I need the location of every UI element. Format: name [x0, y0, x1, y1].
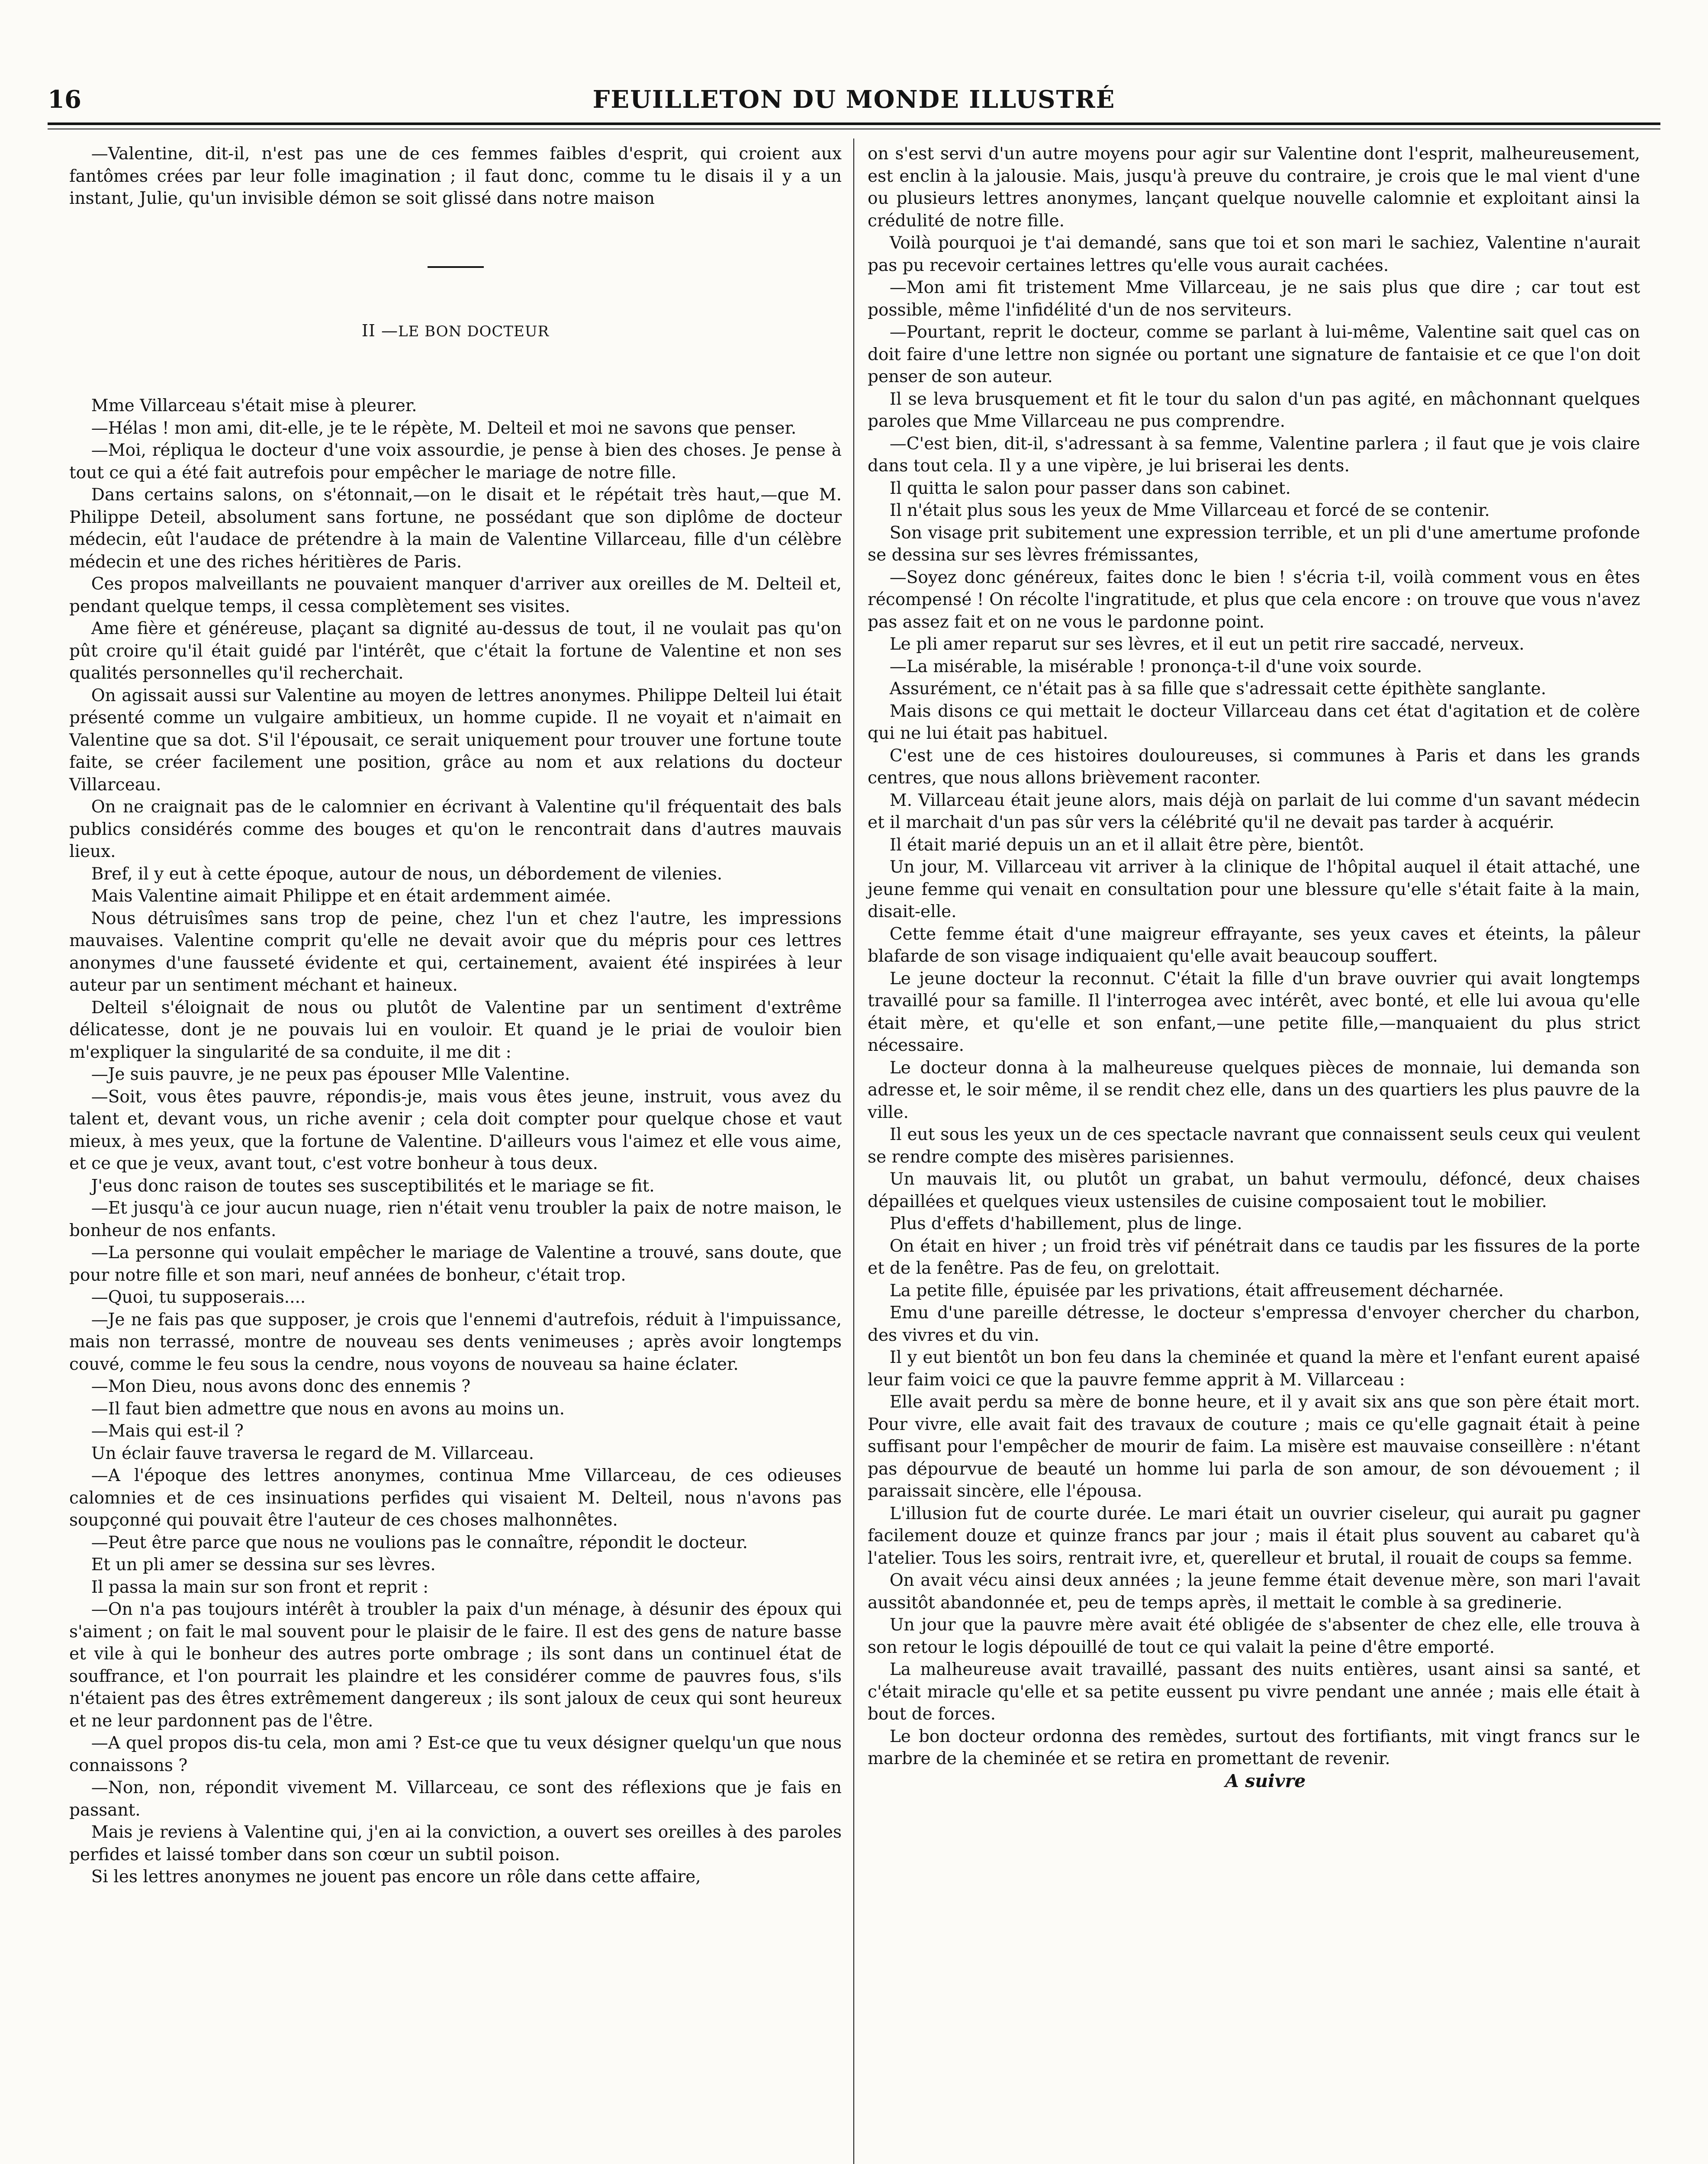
- paragraph: Le docteur donna à la malheureuse quelques pièces de monnaie, lui demanda son adresse et, le soir même, il se rendit chez elle, dans un des quartiers les plus pauvre de la ville.: [868, 1058, 1640, 1122]
- paragraph: —Hélas ! mon ami, dit-elle, je te le répète, M. Delteil et moi ne savons que penser.: [91, 418, 797, 438]
- running-title: FEUILLETON DU MONDE ILLUSTRÉ: [592, 85, 1116, 114]
- paragraph: Il quitta le salon pour passer dans son cabinet.: [889, 478, 1291, 498]
- paragraph: —Moi, répliqua le docteur d'une voix assourdie, je pense à bien des choses. Je pense à tout ce qui a été fait autrefois pour empêcher le mariage de notre fille.: [69, 441, 842, 483]
- paragraph: Il n'était plus sous les yeux de Mme Villarceau et forcé de se contenir.: [889, 501, 1490, 520]
- paragraph: Mais disons ce qui mettait le docteur Villarceau dans cet état d'agitation et de colère qui ne lui était pas habituel.: [868, 701, 1640, 743]
- paragraph: —Non, non, répondit vivement M. Villarceau, ce sont des réflexions que je fais en passant.: [69, 1778, 842, 1820]
- paragraph: —Quoi, tu supposerais....: [91, 1288, 306, 1307]
- column-divider: [853, 138, 854, 2164]
- paragraph: Le bon docteur ordonna des remèdes, surtout des fortifiants, mit vingt francs sur le marbre de la cheminée et se retira en promettant de revenir.: [868, 1726, 1640, 1768]
- paragraph: Delteil s'éloignait de nous ou plutôt de Valentine par un sentiment d'extrême délicatesse, dont je ne pouvais lui en vouloir. Et quand je le priai de vouloir bien m'expliquer la singularité de sa conduite, il me dit :: [69, 998, 842, 1062]
- paragraph: Assurément, ce n'était pas à sa fille que s'adressait cette épithète sanglante.: [889, 679, 1547, 699]
- paragraph: —Peut être parce que nous ne voulions pas le connaître, répondit le docteur.: [91, 1533, 748, 1552]
- paragraph: L'illusion fut de courte durée. Le mari était un ouvrier ciseleur, qui aurait pu gagner facilement douze et quinze francs par jour ; mais il était plus souvent au cabaret qu'à l'atelier. Tous les soirs, rentrait ivre, et, querelleur et brutal, il rouait de coups sa femme.: [868, 1504, 1640, 1568]
- paragraph: —La personne qui voulait empêcher le mariage de Valentine a trouvé, sans doute, que pour notre fille et son mari, neuf années de bonheur, c'était trop.: [69, 1243, 842, 1285]
- paragraph: Si les lettres anonymes ne jouent pas encore un rôle dans cette affaire,: [91, 1867, 701, 1887]
- paragraph: —Mais qui est-il ?: [91, 1421, 244, 1441]
- paragraph: Et un pli amer se dessina sur ses lèvres.: [91, 1555, 436, 1575]
- continuation-note: A suivre: [1225, 1770, 1306, 1791]
- paragraph: On agissait aussi sur Valentine au moyen de lettres anonymes. Philippe Delteil lui était présenté comme un vulgaire ambitieux, un homme cupide. Il ne voyait et n'aimait en Valentine que sa dot. S'il l'épousait, ce serait uniquement pour trouver une fortune toute faite, se créer facilement une position, grâce au nom et aux relations du docteur Villarceau.: [69, 686, 842, 795]
- paragraph: C'est une de ces histoires douloureuses, si communes à Paris et dans les grands centres, que nous allons brièvement raconter.: [868, 746, 1640, 788]
- paragraph: —On n'a pas toujours intérêt à troubler la paix d'un ménage, à désunir des époux qui s'aiment ; on fait le mal souvent pour le plaisir de le faire. Il est des gens de nature basse et vile à qui le bonheur des autres porte ombrage ; ils sont dans un continuel état de souffrance, et l'on pourrait les plaindre et les considérer comme de pauvres fous, s'ils n'étaient pas des êtres extrêmement dangereux ; ils sont jaloux de ceux qui sont heureux et ne leur pardonnent pas de l'être.: [69, 1600, 842, 1731]
- paragraph: Mais Valentine aimait Philippe et en était ardemment aimée.: [91, 886, 611, 906]
- paragraph: On était en hiver ; un froid très vif pénétrait dans ce taudis par les fissures de la porte et de la fenêtre. Pas de feu, on grelottait.: [868, 1236, 1640, 1278]
- section-number: II —: [361, 321, 398, 340]
- paragraph: Mais je reviens à Valentine qui, j'en ai la conviction, a ouvert ses oreilles à des paroles perfides et laissé tomber dans son cœur un subtil poison.: [69, 1823, 842, 1865]
- right-column-body: [868, 143, 1640, 1770]
- paragraph: Un mauvais lit, ou plutôt un grabat, un bahut vermoulu, défoncé, deux chaises dépaillées et quelques vieux ustensiles de cuisine composaient tout le mobilier.: [868, 1169, 1640, 1211]
- page-header: [48, 82, 1660, 117]
- paragraph: On avait vécu ainsi deux années ; la jeune femme était devenue mère, son mari l'avait aussitôt abandonnée et, peu de temps après, il mettait le comble à sa gredinerie.: [868, 1571, 1640, 1613]
- paragraph: —Valentine, dit-il, n'est pas une de ces femmes faibles d'esprit, qui croient aux fantômes crées par leur folle imagination ; il faut donc, comme tu le disais il y a un instant, Julie, qu'un invisible démon se soit glissé dans notre maison: [69, 144, 842, 208]
- paragraph: Dans certains salons, on s'étonnait,—on le disait et le répétait très haut,—que M. Philippe Deteil, absolument sans fortune, ne possédant que son diplôme de docteur médecin, eût l'audace de prétendre à la main de Valentine Villarceau, fille d'un célèbre médecin et une des riches héritières de Paris.: [69, 485, 842, 572]
- intro-text: [69, 143, 842, 210]
- left-column-body: [69, 395, 842, 1888]
- header-rule: [48, 122, 1660, 125]
- paragraph: —A quel propos dis-tu cela, mon ami ? Est-ce que tu veux désigner quelqu'un que nous connaissons ?: [69, 1733, 842, 1775]
- paragraph: Il y eut bientôt un bon feu dans la cheminée et quand la mère et l'enfant eurent apaisé leur faim voici ce que la pauvre femme apprit à M. Villarceau :: [868, 1348, 1640, 1390]
- paragraph: Il eut sous les yeux un de ces spectacle navrant que connaissent seuls ceux qui veulent se rendre compte des misères parisiennes.: [868, 1125, 1640, 1167]
- paragraph: Son visage prit subitement une expression terrible, et un pli d'une amertume profonde se dessina sur ses lèvres frémissantes,: [868, 523, 1640, 565]
- paragraph: on s'est servi d'un autre moyens pour agir sur Valentine dont l'esprit, malheureusement, est enclin à la jalousie. Mais, jusqu'à preuve du contraire, je crois que le mal vient d'une ou plusieurs lettres anonymes, lançant quelque nouvelle calomnie et exploitant ainsi la crédulité de notre fille.: [868, 144, 1640, 231]
- paragraph: —Il faut bien admettre que nous en avons au moins un.: [91, 1399, 565, 1419]
- paragraph: M. Villarceau était jeune alors, mais déjà on parlait de lui comme d'un savant médecin et il marchait d'un pas sûr vers la célébrité qu'il ne devait pas tarder à acquérir.: [868, 790, 1640, 832]
- paragraph: —La misérable, la misérable ! prononça-t-il d'une voix sourde.: [889, 657, 1422, 676]
- paragraph: —Je suis pauvre, je ne peux pas épouser Mlle Valentine.: [91, 1065, 570, 1084]
- paragraph: —A l'époque des lettres anonymes, continua Mme Villarceau, de ces odieuses calomnies et de ces insinuations perfides qui visaient M. Delteil, nous n'avons pas soupçonné qui pouvait être l'auteur de ces choses malhonnêtes.: [69, 1466, 842, 1530]
- paragraph: Un jour, M. Villarceau vit arriver à la clinique de l'hôpital auquel il était attaché, une jeune femme qui venait en consultation pour une blessure qu'elle s'était faite à la main, disait-elle.: [868, 857, 1640, 921]
- page-number: 16: [48, 85, 81, 114]
- paragraph: —Soit, vous êtes pauvre, répondis-je, mais vous êtes jeune, instruit, vous avez du talent et, devant vous, un riche avenir ; cela doit compter pour quelque chose et vaut mieux, à mes yeux, que la fortune de Valentine. D'ailleurs vous l'aimez et elle vous aime, et ce que je veux, avant tout, c'est votre bonheur à tous deux.: [69, 1087, 842, 1173]
- paragraph: Nous détruisîmes sans trop de peine, chez l'un et chez l'autre, les impressions mauvaises. Valentine comprit qu'elle ne devait avoir que du mépris pour ces lettres anonymes d'une fausseté évidente et qui, certainement, avaient été inspirées à leur auteur par un sentiment méchant et haineux.: [69, 908, 842, 995]
- paragraph: —Et jusqu'à ce jour aucun nuage, rien n'était venu troubler la paix de notre maison, le bonheur de nos enfants.: [69, 1198, 842, 1240]
- paragraph: Emu d'une pareille détresse, le docteur s'empressa d'envoyer chercher du charbon, des vivres et du vin.: [868, 1303, 1640, 1345]
- right-column: [868, 143, 1640, 1792]
- paragraph: Plus d'effets d'habillement, plus de linge.: [889, 1214, 1242, 1233]
- section-title: LE BON DOCTEUR: [398, 322, 550, 340]
- paragraph: Il passa la main sur son front et reprit :: [91, 1577, 429, 1597]
- paragraph: —Soyez donc généreux, faites donc le bien ! s'écria t-il, voilà comment vous en êtes récompensé ! On récolte l'ingratitude, et plus que cela encore : on trouve que vous n'avez pas assez fait et on ne vous le pardonne point.: [868, 567, 1640, 632]
- paragraph: Le pli amer reparut sur ses lèvres, et il eut un petit rire saccadé, nerveux.: [889, 634, 1525, 654]
- paragraph: Un éclair fauve traversa le regard de M. Villarceau.: [91, 1443, 534, 1463]
- paragraph: On ne craignait pas de le calomnier en écrivant à Valentine qu'il fréquentait des bals publics considérés comme des bouges et qu'on le rencontrait dans d'autres mauvais lieux.: [69, 797, 842, 861]
- paragraph: J'eus donc raison de toutes ses susceptibilités et le mariage se fit.: [91, 1176, 655, 1196]
- paragraph: Elle avait perdu sa mère de bonne heure, et il y avait six ans que son père était mort. Pour vivre, elle avait fait des travaux de couture ; mais ce qu'elle gagnait était à peine suffisant pour l'empêcher de mourir de faim. La misère est mauvaise conseillère : n'étant pas dépourvue de beauté un homme lui parla de son amour, de son dévouement ; il paraissait sincère, elle l'épousa.: [868, 1392, 1640, 1501]
- paragraph: Un jour que la pauvre mère avait été obligée de s'absenter de chez elle, elle trouva à son retour le logis dépouillé de tout ce qui valait la peine d'être emporté.: [868, 1615, 1640, 1657]
- section-heading: [69, 320, 842, 343]
- paragraph: Ame fière et généreuse, plaçant sa dignité au-dessus de tout, il ne voulait pas qu'on pût croire qu'il était guidé par l'intérêt, que c'était la fortune de Valentine et non ses qualités personnelles qu'il recherchait.: [69, 619, 842, 683]
- paragraph: La petite fille, épuisée par les privations, était affreusement décharnée.: [889, 1281, 1504, 1301]
- paragraph: Mme Villarceau s'était mise à pleurer.: [91, 396, 417, 415]
- paragraph: —Mon Dieu, nous avons donc des ennemis ?: [91, 1377, 471, 1396]
- paragraph: —Pourtant, reprit le docteur, comme se parlant à lui-même, Valentine sait quel cas on doit faire d'une lettre non signée ou portant une signature de fantaisie et ce que l'on doit penser de son auteur.: [868, 322, 1640, 386]
- paragraph: Le jeune docteur la reconnut. C'était la fille d'un brave ouvrier qui avait longtemps travaillé pour sa famille. Il l'interrogea avec intérêt, avec bonté, et elle lui avoua qu'elle était mère, et qu'elle et son enfant,—une petite fille,—manquaient du plus strict nécessaire.: [868, 969, 1640, 1055]
- paragraph: Cette femme était d'une maigreur effrayante, ses yeux caves et éteints, la pâleur blafarde de son visage indiquaient qu'elle avait beaucoup souffert.: [868, 924, 1640, 966]
- left-column: [69, 143, 842, 1888]
- paragraph: Voilà pourquoi je t'ai demandé, sans que toi et son mari le sachiez, Valentine n'aurait pas pu recevoir certaines lettres qu'elle vous aurait cachées.: [868, 233, 1640, 275]
- paragraph: Il était marié depuis un an et il allait être père, bientôt.: [889, 835, 1364, 855]
- paragraph: Bref, il y eut à cette époque, autour de nous, un débordement de vilenies.: [91, 864, 723, 884]
- section-divider: [428, 266, 484, 268]
- paragraph: —Je ne fais pas que supposer, je crois que l'ennemi d'autrefois, réduit à l'impuissance, mais non terrassé, montre de nouveau ses dents venimeuses ; après avoir longtemps couvé, comme le feu sous la cendre, nous voyons de nouveau sa haine éclater.: [69, 1310, 842, 1374]
- paragraph: La malheureuse avait travaillé, passant des nuits entières, usant ainsi sa santé, et c'était miracle qu'elle et sa petite eussent pu vivre pendant une année ; mais elle était à bout de forces.: [868, 1660, 1640, 1724]
- paragraph: —Mon ami fit tristement Mme Villarceau, je ne sais plus que dire ; car tout est possible, même l'infidélité d'un de nos serviteurs.: [868, 278, 1640, 320]
- paragraph: —C'est bien, dit-il, s'adressant à sa femme, Valentine parlera ; il faut que je vois claire dans tout cela. Il y a une vipère, je lui briserai les dents.: [868, 434, 1640, 476]
- paragraph: Il se leva brusquement et fit le tour du salon d'un pas agité, en mâchonnant quelques paroles que Mme Villarceau ne pus comprendre.: [868, 389, 1640, 431]
- paragraph: Ces propos malveillants ne pouvaient manquer d'arriver aux oreilles de M. Delteil et, pendant quelque temps, il cessa complètement ses visites.: [69, 574, 842, 616]
